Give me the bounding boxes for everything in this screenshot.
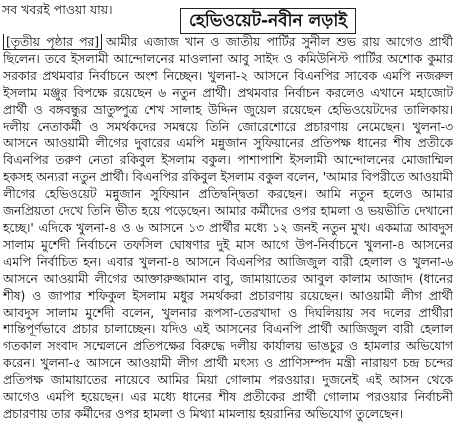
article-headline: হেভিওয়েট-নবীন লড়াই [180,8,356,34]
continued-from-label: [তৃতীয় পৃষ্ঠার পর] [3,34,102,50]
article-body [3,34,453,432]
previous-column-ending: সব খবরই পাওয়া যায়। [2,2,113,17]
article-text: আমীর এজাজ খান ও জাতীয় পার্টির সুনীল শুভ রায় আগেও প্রার্থী ছিলেন। তবে ইসলামী আন্দোলনের মাওলানা আবু সাইদ ও কমিউনিস্ট পার্টির অশোক কুমার সরকার প্রথমবার নির্বাচনে অংশ নিচ্ছেন। খুলনা-২ আসনে বিএনপির সাবেক এমপি নজরুল ইসলাম মঞ্জুর বিপক্ষে রয়েছেন ৬ নতুন প্রার্থী। প্রথমবার নির্বাচন করলেও এখানে মহাজোট প্রার্থী ও বঙ্গবন্ধুর ভ্রাতুষ্পুত্র শেখ সালাহ উদ্দিন জুয়েল রয়েছেন হেভিওয়েটদের তালিকায়। দলীয় নেতাকর্মী ও সমর্থকদের সমন্বয়ে তিনি জোরেশোরে প্রচারণায় নেমেছেন। খুলনা-৩ আসনে আওয়ামী লীগের দুবারের এমপি মন্নুজান সুফিয়ানের প্রতিপক্ষ ধানের শীষ প্রতীকে বিএনপির তরুণ নেতা রকিবুল ইসলাম বকুল। পাশাপাশি ইসলামী আন্দোলনের মোজাম্মিল হকসহ অন্যরা নতুন প্রার্থী। বিএনপির রকিবুল ইসলাম বকুল বলেন, 'আমার বিপরীতে আওয়ামী লীগের হেভিওয়েট মন্নুজান সুফিয়ান প্রতিদ্বন্দ্বিতা করছেন। আমি নতুন হলেও আমার জনপ্রিয়তা দেখে তিনি ভীত হয়ে পড়েছেন। আমার কর্মীদের ওপর হামলা ও ভয়ভীতি দেখানো হচ্ছে।' এদিকে খুলনা-৪ ও ৬ আসনে ১৩ প্রার্থীর মধ্যে ১২ জনই নতুন মুখ। একমাত্র আবদুস সালাম মুর্শেদী নির্বাচনে তফসিল ঘোষণার দুই মাস আগে উপ-নির্বাচনে খুলনা-৪ আসনের এমপি নির্বাচিত হন। এবার খুলনা-৪ আসনে বিএনপির আজিজুল বারী হেলাল ও খুলনা-৬ আসনে আওয়ামী লীগের আক্তারুজ্জামান বাবু, জামায়াতের আবুল কালাম আজাদ (ধানের শীষ) ও জাপার শফিকুল ইসলাম মধুর সমর্থকরা প্রচারণায় রয়েছেন। আওয়ামী লীগ প্রার্থী আবদুস সালাম মুর্শেদী বলেন, খুলনার রূপসা-তেরখাদা ও দিঘলিয়ায় সব দলের প্রার্থীরা শান্তিপূর্ণভাবে প্রচার চালাচ্ছেন। যদিও এই আসনের বিএনপি প্রার্থী আজিজুল বারী হেলাল গতকাল সংবাদ সম্মেলনে প্রতিপক্ষের বিরুদ্ধে দলীয় কার্যালয় ভাঙচুর ও হামলার অভিযোগ করেন। খুলনা-৫ আসনে আওয়ামী লীগ প্রার্থী মৎস্য ও প্রাণিসম্পদ মন্ত্রী নারায়ণ চন্দ্র চন্দের প্রতিপক্ষ জামায়াতের নায়েবে আমির মিয়া গোলাম পরওয়ার। দুজনেই এই আসন থেকে আগেও এমপি হয়েছেন। এর মধ্যে ধানের শীষ প্রতীকের প্রার্থী গোলাম পরওয়ার নির্বাচনী প্রচারণায় তার কর্মীদের ওপর হামলা ও মিথ্যা মামলায় হয়রানির অভিযোগ তুলেছেন। [3,34,453,421]
